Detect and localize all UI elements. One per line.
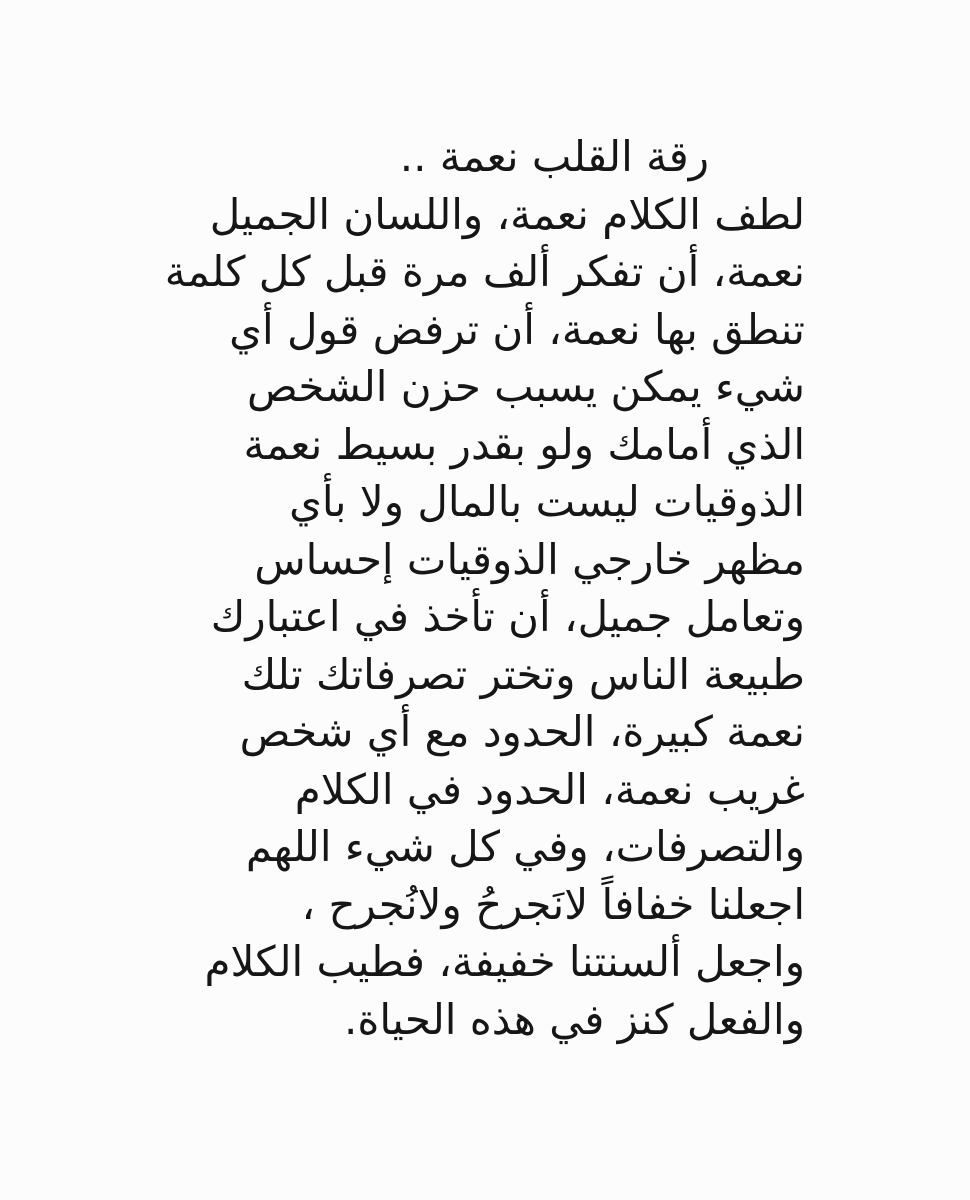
quote-line-1: لطف الكلام نعمة، واللسان الجميل <box>209 189 805 239</box>
quote-line-10: نعمة كبيرة، الحدود مع أي شخص <box>239 707 805 756</box>
quote-line-4: شيء يمكن يسبب حزن الشخص <box>246 362 805 411</box>
quote-text-block <box>145 128 805 1048</box>
quote-line-15: والفعل كنز في هذه الحياة. <box>344 994 805 1044</box>
quote-line-9: طبيعة الناس وتختر تصرفاتك تلك <box>241 649 805 699</box>
quote-title: رقة القلب نعمة .. <box>399 132 709 181</box>
quote-line-7: مظهر خارجي الذوقيات إحساس <box>254 534 805 584</box>
quote-line-8: وتعامل جميل، أن تأخذ في اعتبارك <box>210 592 805 641</box>
quote-line-3: تنطق بها نعمة، أن ترفض قول أي <box>229 304 805 354</box>
quote-line-13: اجعلنا خفافاً لانَجرحُ ولانُجرح ، <box>301 879 805 929</box>
quote-line-6: الذوقيات ليست بالمال ولا بأي <box>289 477 805 526</box>
quote-line-14: واجعل ألسنتنا خفيفة، فطيب الكلام <box>204 937 805 986</box>
quote-line-12: والتصرفات، وفي كل شيء اللهم <box>245 822 805 871</box>
quote-line-5: الذي أمامك ولو بقدر بسيط نعمة <box>243 419 805 469</box>
quote-line-11: غريب نعمة، الحدود في الكلام <box>294 764 805 814</box>
quote-line-2: نعمة، أن تفكر ألف مرة قبل كل كلمة <box>164 247 805 296</box>
